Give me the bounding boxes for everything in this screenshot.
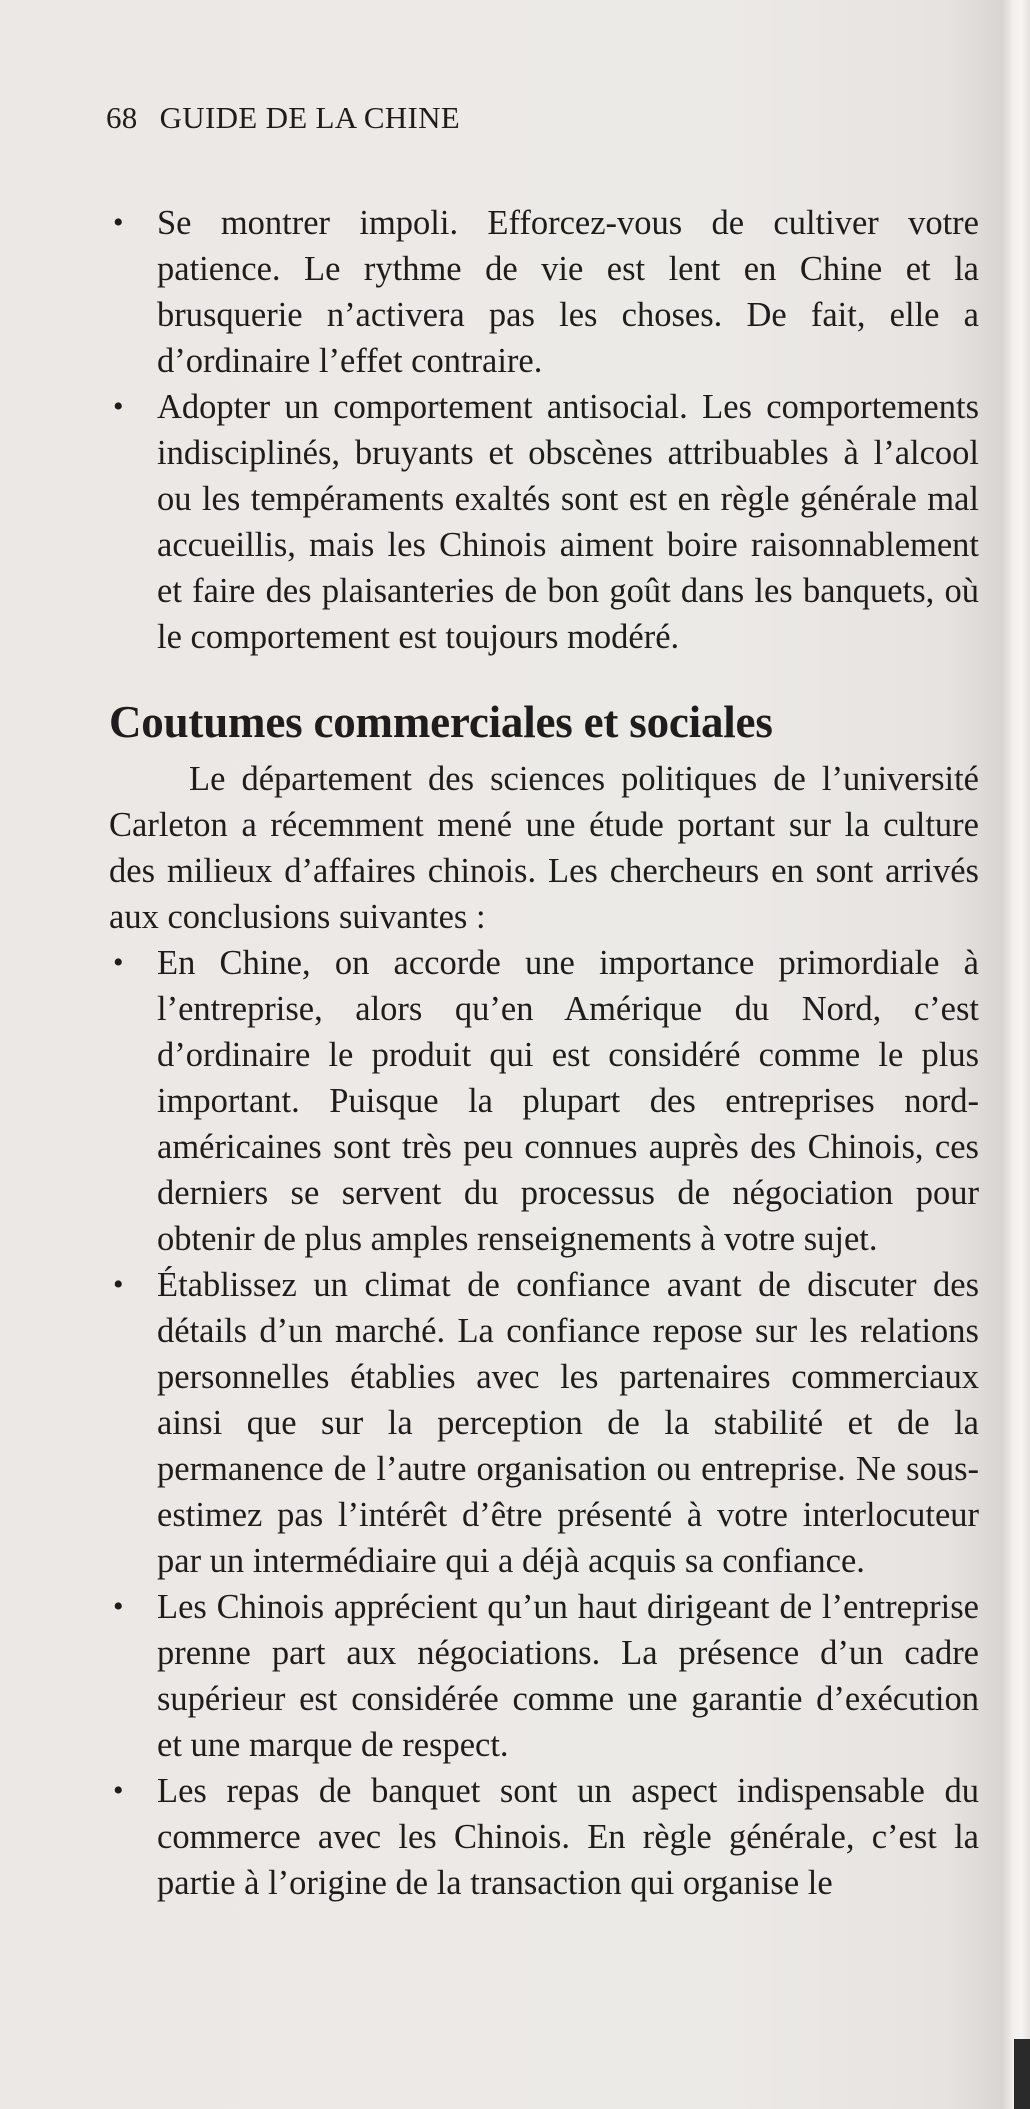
bullet-icon: • [113, 946, 124, 979]
list-item-text: Se montrer impoli. Efforcez-vous de cultiver votre patience. Le rythme de vie est lent en Chine et la brusquerie n’activera pas les choses. De fait, elle a d’ordinaire l’effet contraire. [157, 204, 979, 380]
running-title: GUIDE DE LA CHINE [159, 100, 461, 135]
bullet-icon: • [113, 1268, 124, 1301]
page-corner-dark [1014, 2039, 1030, 2109]
list-item [109, 940, 979, 1262]
list-item [109, 1768, 979, 1906]
list-item-text: Les repas de banquet sont un aspect indispensable du commerce avec les Chinois. En règle générale, c’est la partie à l’origine de la transaction qui organise le [157, 1772, 979, 1902]
section-intro: Le département des sciences politiques de l’université Carleton a récemment mené une étude portant sur la culture des milieux d’affaires chinois. Les chercheurs en sont arrivés aux conclusions suivantes : [109, 760, 979, 936]
bullet-icon: • [113, 206, 124, 239]
page-edge-shadow [1002, 0, 1030, 2109]
conclusions-list [109, 940, 979, 1906]
section-heading: Coutumes commerciales et sociales [109, 697, 773, 747]
list-item [109, 200, 979, 384]
list-item [109, 384, 979, 660]
list-item-text: En Chine, on accorde une importance primordiale à l’entreprise, alors qu’en Amérique du Nord, c’est d’ordinaire le produit qui est considéré comme le plus important. Puisque la plupart des entreprises nord-américaines sont très peu connues auprès des Chinois, ces derniers se servent du processus de négociation pour obtenir de plus amples renseignements à votre sujet. [157, 944, 979, 1258]
bullet-icon: • [113, 390, 124, 423]
list-item-text: Adopter un comportement antisocial. Les comportements indisciplinés, bruyants et obscènes attribuables à l’alcool ou les tempéraments exaltés sont est en règle générale mal accueillis, mais les Chinois aiment boire raisonnablement et faire des plaisanteries de bon goût dans les banquets, où le comportement est toujours modéré. [157, 388, 979, 656]
page-content [109, 200, 979, 1906]
list-item-text: Les Chinois apprécient qu’un haut dirigeant de l’entreprise prenne part aux négociations. La présence d’un cadre supérieur est considérée comme une garantie d’exécution et une marque de respect. [157, 1588, 979, 1764]
running-header [106, 100, 460, 136]
list-item-text: Établissez un climat de confiance avant de discuter des détails d’un marché. La confiance repose sur les relations personnelles établies avec les partenaires commerciaux ainsi que sur la perception de la stabilité et de la permanence de l’autre organisation ou entreprise. Ne sous-estimez pas l’intérêt d’être présenté à votre interlocuteur par un intermédiaire qui a déjà acquis sa confiance. [157, 1266, 979, 1580]
avoid-list [109, 200, 979, 660]
list-item [109, 1262, 979, 1584]
page-number: 68 [106, 100, 138, 135]
bullet-icon: • [113, 1774, 124, 1807]
bullet-icon: • [113, 1590, 124, 1623]
list-item [109, 1584, 979, 1768]
